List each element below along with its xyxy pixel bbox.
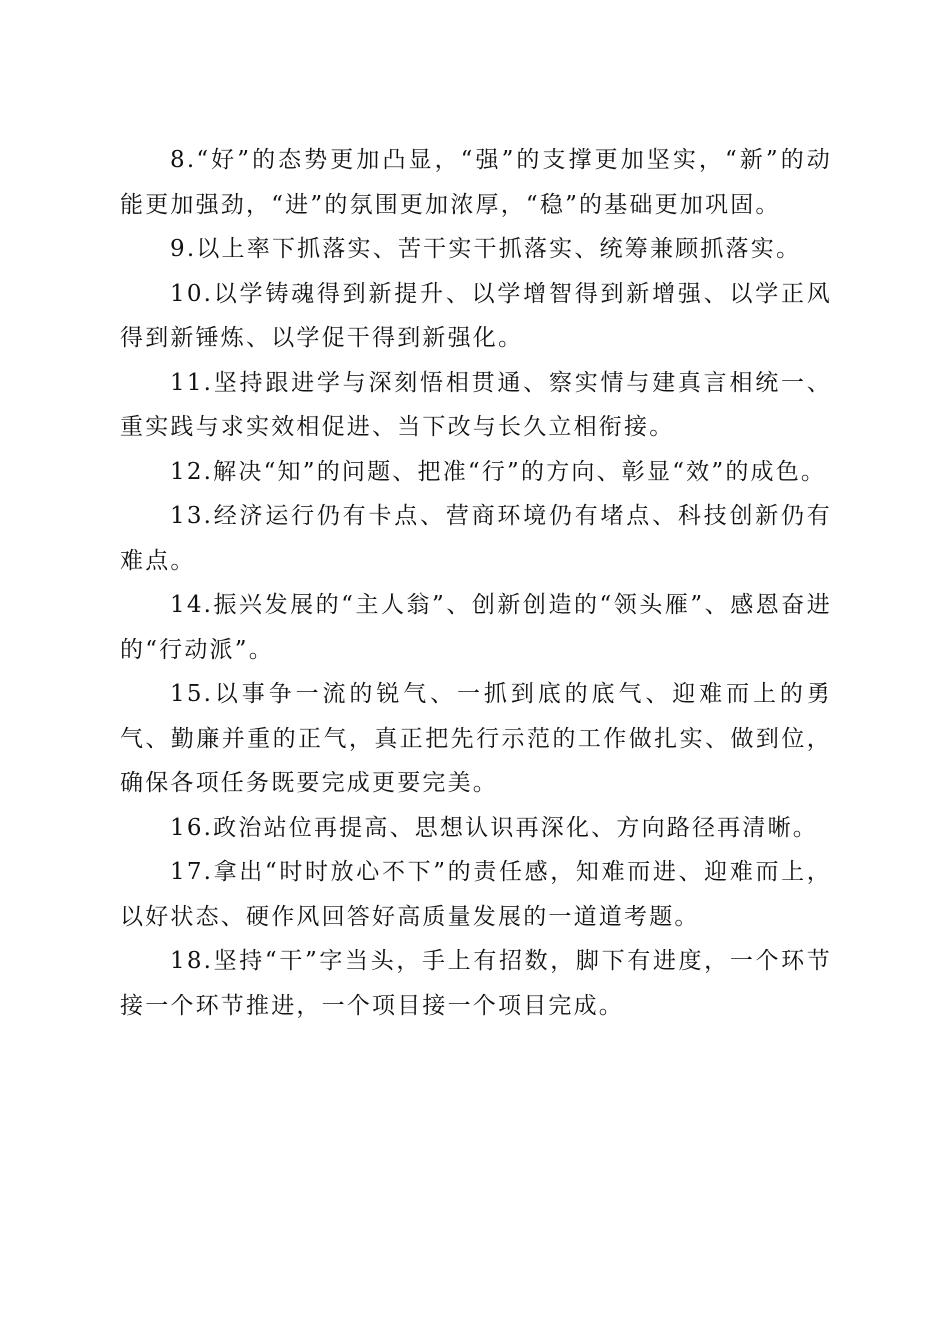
paragraph-10: 10.以学铸魂得到新提升、以学增智得到新增强、以学正风得到新锤炼、以学促干得到新强化。 bbox=[120, 280, 832, 351]
paragraph-13: 13.经济运行仍有卡点、营商环境仍有堵点、科技创新仍有难点。 bbox=[120, 503, 832, 574]
paragraph-18: 18.坚持“干”字当头，手上有招数，脚下有进度，一个环节接一个环节推进，一个项目接一个项目完成。 bbox=[120, 948, 832, 1019]
paragraph-14: 14.振兴发展的“主人翁”、创新创造的“领头雁”、感恩奋进的“行动派”。 bbox=[120, 592, 832, 663]
paragraph-11: 11.坚持跟进学与深刻悟相贯通、察实情与建真言相统一、重实践与求实效相促进、当下改与长久立相衔接。 bbox=[120, 369, 832, 440]
paragraph-8: 8.“好”的态势更加凸显，“强”的支撑更加坚实，“新”的动能更加强劲，“进”的氛围更加浓厚，“稳”的基础更加巩固。 bbox=[120, 147, 832, 218]
paragraph-15: 15.以事争一流的锐气、一抓到底的底气、迎难而上的勇气、勤廉并重的正气，真正把先行示范的工作做扎实、做到位，确保各项任务既要完成更要完美。 bbox=[120, 681, 832, 796]
paragraph-16: 16.政治站位再提高、思想认识再深化、方向路径再清晰。 bbox=[170, 814, 818, 841]
document-body bbox=[120, 138, 832, 1028]
paragraph-12: 12.解决“知”的问题、把准“行”的方向、彰显“效”的成色。 bbox=[170, 458, 827, 485]
paragraph-17: 17.拿出“时时放心不下”的责任感，知难而进、迎难而上，以好状态、硬作风回答好高质量发展的一道道考题。 bbox=[120, 859, 832, 930]
paragraph-9: 9.以上率下抓落实、苦干实干抓落实、统筹兼顾抓落实。 bbox=[170, 236, 802, 262]
